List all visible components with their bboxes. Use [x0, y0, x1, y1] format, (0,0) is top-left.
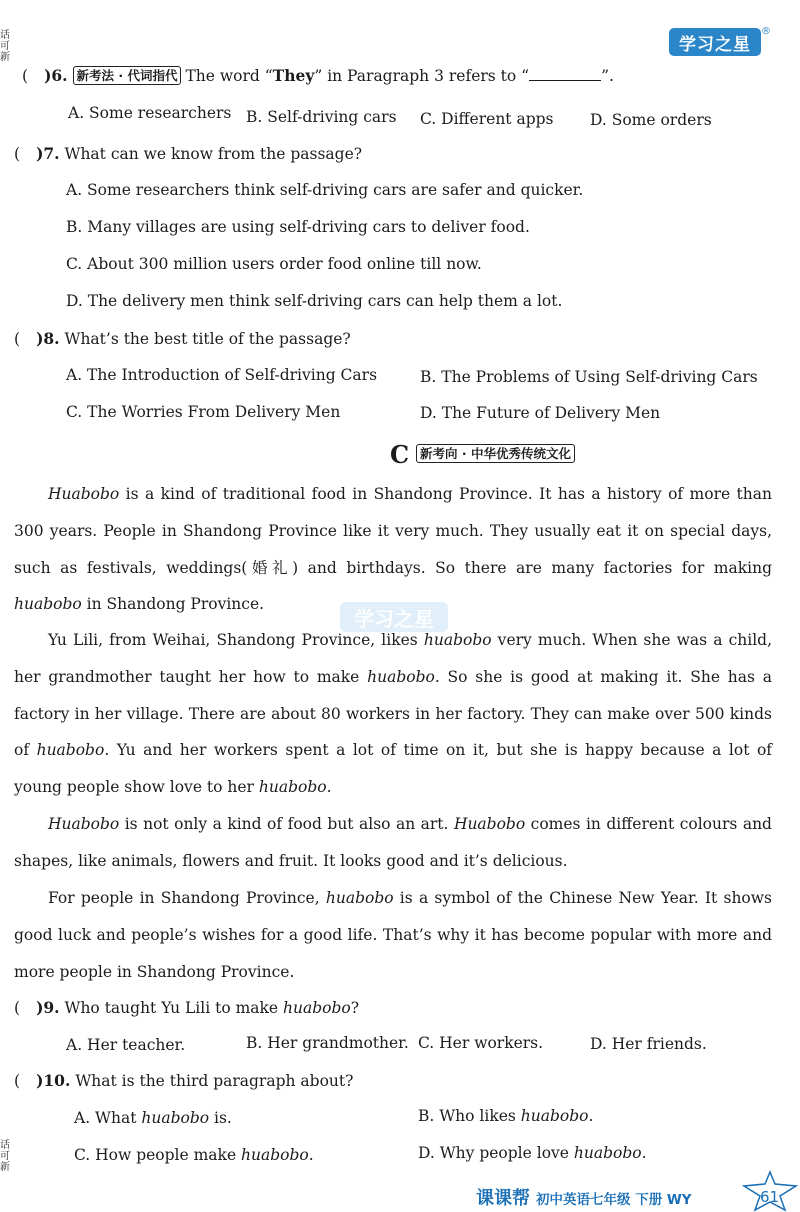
question-9 [14, 998, 359, 1017]
watermark-logo: 学习之星 [340, 602, 448, 632]
italic-word: huabobo [520, 1107, 589, 1125]
question-7 [14, 144, 362, 163]
italic-word: huabobo [573, 1144, 642, 1162]
q6-option-d[interactable]: D. Some orders [590, 111, 712, 129]
footer-brand: 课课帮 [476, 1188, 530, 1209]
page-number: 61 [760, 1188, 780, 1206]
side-tab-bottom: 话可新 [0, 1140, 10, 1173]
brand-logo: 学习之星 [669, 28, 761, 56]
question-text-end: ”. [601, 67, 614, 85]
option-text: is. [209, 1109, 232, 1127]
q9-option-b[interactable]: B. Her grandmother. [246, 1034, 409, 1052]
question-8 [14, 329, 351, 348]
q6-option-a[interactable]: A. Some researchers [68, 104, 232, 122]
question-text-post: ” in Paragraph 3 refers to “ [314, 67, 530, 85]
italic-word: huabobo [36, 741, 105, 760]
paragraph-text: For people in Shandong Province, [48, 889, 326, 907]
question-text-pre: The word “ [185, 67, 273, 85]
q6-option-c[interactable]: C. Different apps [420, 110, 554, 128]
question-10 [14, 1071, 353, 1090]
italic-word: huabobo [367, 667, 435, 686]
passage-paragraph-4 [14, 880, 772, 990]
answer-paren[interactable]: ( [14, 145, 21, 163]
q8-option-c[interactable]: C. The Worries From Delivery Men [66, 403, 341, 421]
option-text: A. What [74, 1109, 142, 1127]
option-text: D. Why people love [418, 1144, 574, 1162]
paragraph-text: very much. When she was a child, her grandmother taught her how to make [14, 631, 772, 686]
registered-mark: ® [761, 26, 771, 37]
paragraph-text: Yu Lili, from Weihai, Shandong Province, likes [48, 631, 424, 649]
paragraph-text: . Yu and her workers spent a lot of time on it, but she is happy because a lot of young people show love to her [14, 741, 773, 797]
q8-option-a[interactable]: A. The Introduction of Self-driving Cars [66, 366, 378, 384]
option-text: B. Who likes [418, 1107, 521, 1125]
italic-word: Huabobo [453, 815, 526, 833]
answer-blank[interactable] [529, 68, 601, 81]
paragraph-text: is a symbol of the Chinese New Year. It shows good luck and people’s wishes for a good life. That’s why it has become popular with more and more people in Shandong Province. [14, 889, 772, 981]
q6-option-b[interactable]: B. Self-driving cars [246, 108, 397, 126]
italic-word: huabobo [14, 595, 82, 614]
italic-word: huabobo [258, 778, 327, 797]
italic-word: huabobo [283, 999, 351, 1017]
paragraph-text: is a kind of traditional food in Shandong Province. It has a history of more than 300 years. People in Shandong Province like it very much. They usually eat it on special days, such as festivals, weddings(婚礼) and birthdays. So there are many factories for making [14, 485, 772, 577]
question-text: Who taught Yu Lili to make [64, 999, 284, 1017]
q9-option-c[interactable]: C. Her workers. [418, 1034, 544, 1052]
answer-paren[interactable]: ( [22, 67, 29, 85]
italic-word: Huabobo [48, 815, 120, 833]
paragraph-text: is not only a kind of food but also an art. [119, 815, 454, 833]
q8-option-b[interactable]: B. The Problems of Using Self-driving Cars [420, 368, 758, 386]
italic-word: huabobo [325, 889, 394, 907]
q10-option-a[interactable] [74, 1109, 232, 1127]
passage-paragraph-2 [14, 622, 772, 806]
option-text: . [641, 1144, 647, 1162]
question-text: What is the third paragraph about? [75, 1072, 354, 1090]
option-text: C. How people make [74, 1146, 242, 1164]
italic-word: huabobo [423, 631, 492, 649]
italic-word: Huabobo [48, 485, 120, 503]
q10-option-c[interactable] [74, 1146, 314, 1164]
footer-book-title: 初中英语七年级 下册 WY [536, 1192, 692, 1208]
q7-option-a[interactable]: A. Some researchers think self-driving cars are safer and quicker. [66, 181, 584, 199]
question-text: What’s the best title of the passage? [64, 330, 351, 348]
question-number: )10. [36, 1071, 71, 1090]
q7-option-b[interactable]: B. Many villages are using self-driving cars to deliver food. [66, 218, 530, 236]
question-text: What can we know from the passage? [64, 145, 363, 163]
question-number: )9. [36, 998, 60, 1017]
section-letter: C [390, 440, 410, 469]
answer-paren[interactable]: ( [14, 330, 21, 348]
paragraph-text: in Shandong Province. [81, 595, 265, 614]
q7-option-c[interactable]: C. About 300 million users order food online till now. [66, 255, 482, 273]
section-tag [416, 444, 579, 463]
question-6 [22, 66, 614, 85]
question-number: )6. [44, 66, 68, 85]
question-text-end: ? [350, 999, 360, 1017]
side-tab-top: 话可新 [0, 30, 10, 63]
question-tag: 新考法 · 代词指代 [73, 66, 182, 85]
question-bold-word: They [272, 66, 315, 85]
italic-word: huabobo [141, 1109, 210, 1127]
q10-option-d[interactable] [418, 1144, 647, 1162]
option-text: . [588, 1107, 594, 1125]
q10-option-b[interactable] [418, 1107, 593, 1125]
option-text: . [308, 1146, 314, 1164]
paragraph-text: . [326, 778, 332, 797]
q9-option-a[interactable]: A. Her teacher. [66, 1036, 186, 1054]
q8-option-d[interactable]: D. The Future of Delivery Men [420, 404, 661, 422]
paragraph-text: comes in different colours and shapes, like animals, flowers and fruit. It looks good and it’s delicious. [14, 815, 772, 870]
question-number: )7. [36, 144, 60, 163]
answer-paren[interactable]: ( [14, 1072, 21, 1090]
question-number: )8. [36, 329, 60, 348]
q9-option-d[interactable]: D. Her friends. [590, 1035, 707, 1053]
italic-word: huabobo [241, 1146, 309, 1164]
section-tag-label: 新考向 · 中华优秀传统文化 [416, 444, 575, 463]
passage-paragraph-3 [14, 806, 772, 880]
q7-option-d[interactable]: D. The delivery men think self-driving cars can help them a lot. [66, 292, 563, 310]
answer-paren[interactable]: ( [14, 999, 21, 1017]
paragraph-text: . So she is good at making it. She has a factory in her village. There are about 80 workers in her factory. They can make over 500 kinds of [14, 667, 772, 760]
